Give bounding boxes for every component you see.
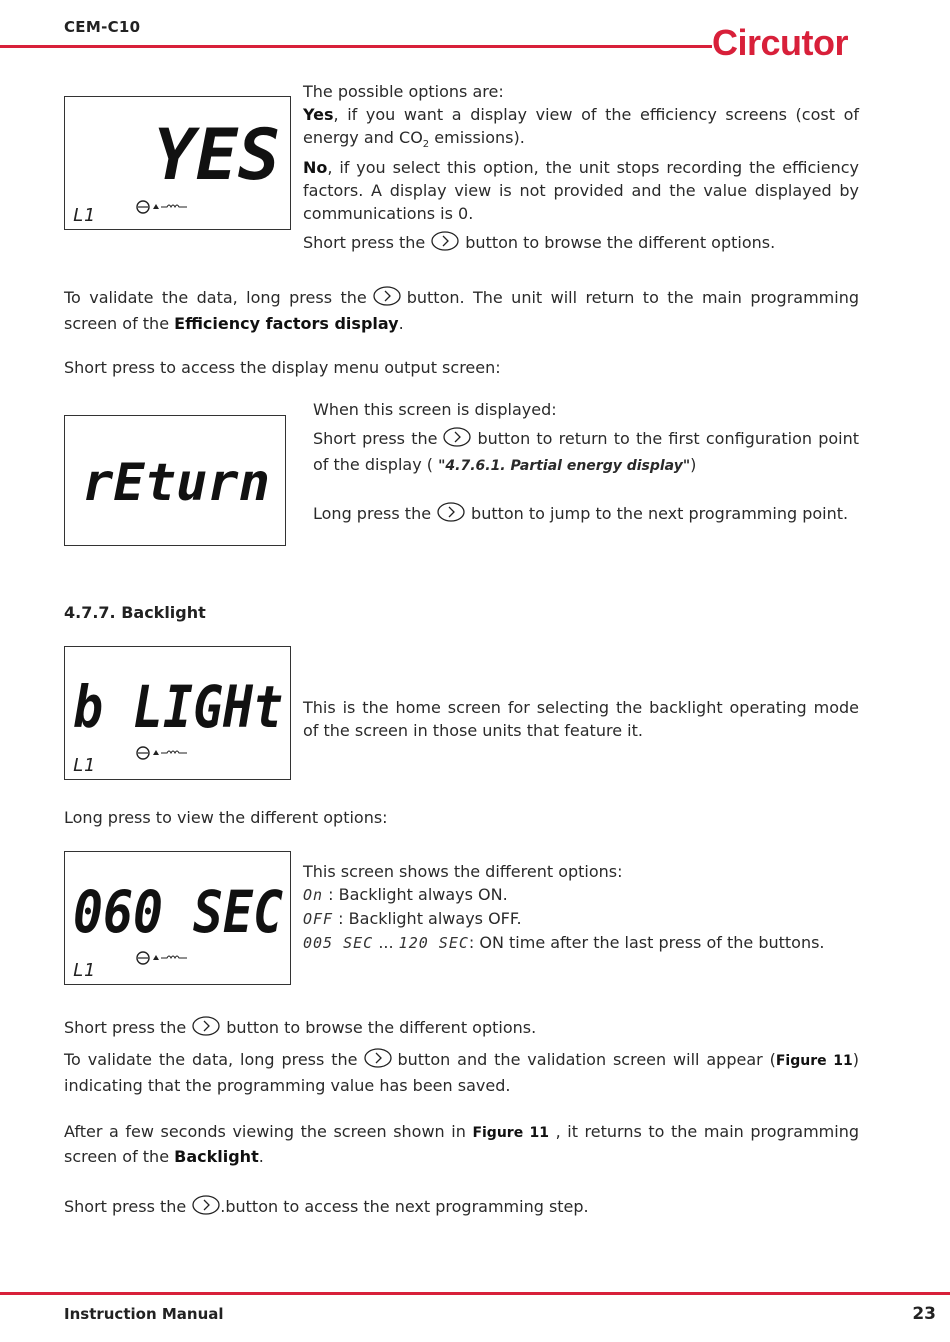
transformer-icon — [137, 201, 187, 213]
validate-paragraph-1: To validate the data, long press the button. The unit will return to the main programming screen of the Efficiency factors display. — [64, 288, 860, 333]
circle-arrow-right-icon — [192, 1195, 220, 1221]
option-yes: Yes, if you want a display view of the efficiency screens (cost of energy and $CO_2$ emissions). — [303, 105, 859, 151]
backlight-options-block — [303, 860, 859, 955]
return-screen-block — [313, 398, 859, 528]
lcd-yes-display — [64, 96, 291, 230]
long-press-next: Long press the button to jump to the next programming point. — [313, 502, 859, 528]
lcd-phase-label: L1 — [73, 755, 95, 776]
circle-arrow-right-icon — [364, 1048, 392, 1074]
figure-reference: Figure 11 — [775, 1053, 853, 1069]
long-press-view-paragraph: Long press to view the different options: — [64, 808, 388, 827]
short-press-access-paragraph: Short press to access the display menu output screen: — [64, 358, 501, 377]
transformer-icon — [137, 952, 187, 964]
circle-arrow-right-icon — [443, 427, 471, 453]
after-options-block — [64, 1016, 859, 1221]
page-number: 23 — [912, 1304, 936, 1324]
option-range: 005 SEC ... 120 SEC: ON time after the last press of the buttons. — [303, 933, 825, 952]
option-on: On : Backlight always ON. — [303, 885, 508, 904]
short-press-return: Short press the button to return to the first configuration point of the display ( "4.7.6.1. Partial energy display") — [313, 429, 859, 474]
lcd-main-text: YES — [153, 114, 280, 196]
options-yes-no-block — [303, 80, 859, 257]
when-displayed: When this screen is displayed: — [313, 400, 557, 419]
short-press-next-step: Short press the .button to access the next programming step. — [64, 1195, 859, 1221]
lcd-phase-label: L1 — [73, 205, 95, 226]
short-press-browse: Short press the button to browse the different options. — [303, 231, 859, 257]
header-rule — [0, 45, 712, 48]
after-few-seconds: After a few seconds viewing the screen shown in Figure 11 , it returns to the main programming screen of the Backlight. — [64, 1122, 860, 1166]
short-press-browse-2: Short press the button to browse the different options. — [64, 1016, 859, 1042]
lcd-main-text: b LIGHt — [73, 673, 283, 741]
section-reference-link: "4.7.6.1. Partial energy display" — [438, 458, 691, 474]
circle-arrow-right-icon — [192, 1016, 220, 1042]
options-intro: This screen shows the different options: — [303, 862, 623, 881]
document-title: CEM-C10 — [64, 18, 141, 36]
lcd-main-text: rEturn — [82, 453, 270, 513]
validate-paragraph-2: To validate the data, long press the button and the validation screen will appear (Figure 11) indicating that the programming value has been saved. — [64, 1050, 860, 1095]
options-intro: The possible options are: — [303, 82, 504, 101]
lcd-backlight-display — [64, 646, 291, 780]
circle-arrow-right-icon — [437, 502, 465, 528]
figure-reference: Figure 11 — [472, 1125, 550, 1141]
footer-rule — [0, 1292, 950, 1295]
circle-arrow-right-icon — [431, 231, 459, 257]
lcd-phase-label: L1 — [73, 960, 95, 981]
lcd-main-text: 060 SEC — [73, 878, 284, 946]
option-off: OFF : Backlight always OFF. — [303, 909, 522, 928]
backlight-home-paragraph: This is the home screen for selecting the backlight operating mode of the screen in those units that feature it. — [303, 698, 859, 740]
option-no: No, if you select this option, the unit stops recording the efficiency factors. A display view is not provided and the value displayed by communications is 0. — [303, 158, 859, 224]
transformer-icon — [137, 747, 187, 759]
lcd-seconds-display — [64, 851, 291, 985]
circle-arrow-right-icon — [373, 286, 401, 312]
footer-manual-label: Instruction Manual — [64, 1305, 224, 1323]
brand-logo: Circutor — [712, 22, 849, 63]
lcd-return-display — [64, 415, 286, 546]
section-title: 4.7.7. Backlight — [64, 603, 206, 622]
